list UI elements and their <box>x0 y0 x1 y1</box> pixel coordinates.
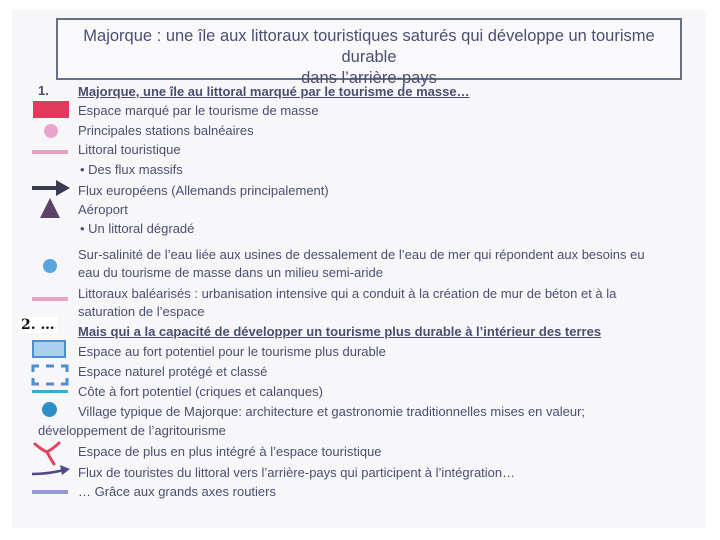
legend-integrated: Espace de plus en plus intégré à l’espace touristique <box>78 444 382 459</box>
coast-potential-line-icon <box>32 390 68 393</box>
legend-degraded-bullet: • Un littoral dégradé <box>80 221 195 236</box>
eu-flow-arrow-icon <box>30 178 72 198</box>
mass-tourism-swatch <box>33 101 69 118</box>
coast-line-icon <box>32 150 68 154</box>
legend-salinity-line-1: Sur-salinité de l’eau liée aux usines de dessalement de l’eau de mer qui répondent aux besoins eu <box>78 247 645 262</box>
legend-tourist-flows: Flux de touristes du littoral vers l’arrière-pays qui participent à l’intégration… <box>78 465 516 480</box>
legend-airport: Aéroport <box>78 202 128 217</box>
legend-village-line-1: Village typique de Majorque: architecture et gastronomie traditionnelles mises en valeur; <box>78 404 586 419</box>
legend-balearic-line-1: Littoraux baléarisés : urbanisation intensive qui a conduit à la création de mur de béton et à la <box>78 286 617 301</box>
legend-coast: Littoral touristique <box>78 142 181 157</box>
tourist-flow-arrow-icon <box>30 462 72 480</box>
legend-salinity-line-2: eau du tourisme de masse dans un milieu semi-aride <box>78 265 383 280</box>
potential-swatch <box>32 340 66 358</box>
village-dot-icon <box>42 402 57 417</box>
roads-line-icon <box>32 490 68 494</box>
airport-icon <box>38 197 62 219</box>
legend-protected: Espace naturel protégé et classé <box>78 364 268 379</box>
section-2-number: 2. … <box>18 317 58 333</box>
title-line-1: Majorque : une île aux littoraux touristiques saturés qui développe un tourisme durable <box>83 27 655 66</box>
legend-potential: Espace au fort potentiel pour le tourisme plus durable <box>78 344 386 359</box>
title-line-2: dans l’arrière-pays <box>301 69 437 87</box>
section-2-heading: Mais qui a la capacité de développer un tourisme plus durable à l’intérieur des terres <box>78 324 602 339</box>
resort-dot-icon <box>44 124 58 138</box>
legend-eu-flows: Flux européens (Allemands principalement) <box>78 183 329 198</box>
legend-roads: … Grâce aux grands axes routiers <box>78 484 276 499</box>
legend-balearic-line-2: saturation de l’espace <box>78 304 205 319</box>
protected-area-icon <box>31 364 69 386</box>
legend-village-line-2: développement de l’agritourisme <box>38 423 226 438</box>
balearic-line-icon <box>32 297 68 301</box>
salinity-dot-icon <box>43 259 57 273</box>
section-1-number: 1. <box>38 83 49 98</box>
legend-coast-potential: Côte à fort potentiel (criques et calanques) <box>78 384 323 399</box>
legend-mass-tourism: Espace marqué par le tourisme de masse <box>78 103 319 118</box>
legend-flux-bullet: • Des flux massifs <box>80 162 183 177</box>
legend-resorts: Principales stations balnéaires <box>78 123 254 138</box>
section-1-heading: Majorque, une île au littoral marqué par le tourisme de masse… <box>78 84 470 99</box>
